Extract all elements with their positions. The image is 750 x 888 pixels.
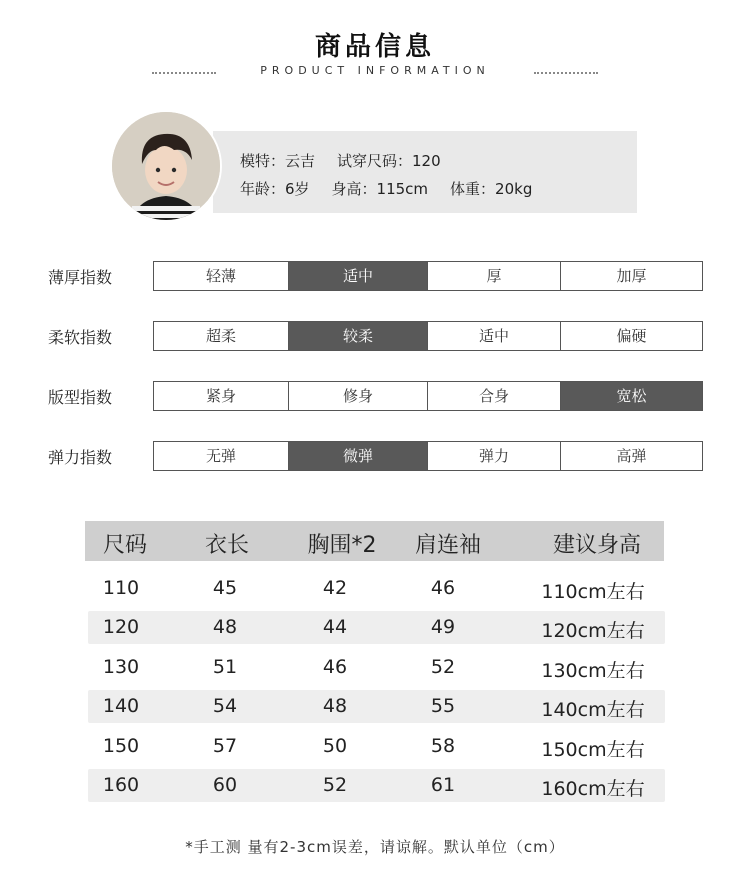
table-cell: 50 (322, 735, 348, 757)
table-row (88, 572, 665, 605)
index-option: 高弹 (616, 447, 647, 465)
index-row-softness (0, 321, 750, 351)
index-options (153, 441, 703, 471)
table-cell: 110cm左右 (541, 581, 645, 603)
table-row (88, 730, 665, 763)
table-cell: 46 (430, 577, 456, 599)
table-cell: 150 (102, 735, 140, 757)
measurement-note: *手工测 量有2-3cm误差，请谅解。默认单位（cm） (185, 838, 565, 856)
index-row-fit (0, 381, 750, 411)
table-header-cell: 肩连袖 (414, 533, 481, 558)
index-option: 厚 (428, 262, 561, 290)
table-cell: 58 (430, 735, 456, 757)
table-cell: 130cm左右 (541, 660, 645, 682)
subtitle-row (0, 64, 750, 80)
table-cell: 49 (430, 616, 456, 638)
table-cell: 60 (212, 774, 238, 796)
index-options (153, 381, 703, 411)
table-cell: 150cm左右 (541, 739, 645, 761)
index-option: 适中 (428, 322, 561, 350)
table-cell: 120 (102, 616, 140, 638)
table-row (88, 769, 665, 802)
table-header-cell: 尺码 (102, 533, 147, 558)
table-header-cell: 建议身高 (552, 533, 641, 558)
table-cell: 110 (102, 577, 140, 599)
model-line-2 (240, 178, 532, 199)
table-cell: 140cm左右 (541, 699, 645, 721)
table-cell: 48 (322, 695, 348, 717)
size-table-header (85, 521, 664, 561)
index-label: 弹力指数 (48, 448, 113, 467)
index-option: 轻薄 (154, 262, 289, 290)
model-height: 身高：115cm (331, 180, 429, 198)
model-line-1 (240, 150, 441, 171)
table-cell: 160 (102, 774, 140, 796)
index-row-elasticity (0, 441, 750, 471)
model-avatar (112, 112, 220, 220)
table-row (88, 611, 665, 644)
model-age: 年龄：6岁 (240, 180, 310, 198)
model-try-size: 试穿尺码：120 (337, 152, 441, 170)
table-header-cell: 衣长 (204, 533, 249, 558)
index-option: 合身 (428, 382, 561, 410)
table-row (88, 651, 665, 684)
index-option: 偏硬 (616, 327, 647, 345)
model-weight: 体重：20kg (450, 180, 533, 198)
page-title: 商品信息 (314, 32, 435, 62)
table-cell: 54 (212, 695, 238, 717)
table-cell: 120cm左右 (541, 620, 645, 642)
table-cell: 140 (102, 695, 140, 717)
index-option: 紧身 (154, 382, 289, 410)
index-option: 无弹 (154, 442, 289, 470)
index-option: 加厚 (616, 267, 647, 285)
table-cell: 52 (322, 774, 348, 796)
child-portrait-icon (112, 112, 220, 220)
index-label: 版型指数 (48, 388, 113, 407)
table-cell: 55 (430, 695, 456, 717)
table-cell: 48 (212, 616, 238, 638)
index-option-selected: 宽松 (561, 382, 702, 410)
model-name: 模特：云吉 (240, 152, 316, 170)
index-options (153, 261, 703, 291)
index-row-thickness (0, 261, 750, 291)
table-cell: 57 (212, 735, 238, 757)
table-cell: 160cm左右 (541, 778, 645, 800)
index-option-selected: 适中 (289, 262, 428, 290)
table-header-cell: 胸围*2 (307, 533, 377, 558)
page-subtitle: PRODUCT INFORMATION (260, 64, 490, 77)
index-option: 修身 (289, 382, 428, 410)
index-option: 超柔 (154, 322, 289, 350)
table-cell: 61 (430, 774, 456, 796)
index-label: 柔软指数 (48, 328, 113, 347)
table-cell: 52 (430, 656, 456, 678)
index-option-selected: 较柔 (289, 322, 428, 350)
model-info-card (213, 131, 637, 213)
table-cell: 51 (212, 656, 238, 678)
table-cell: 45 (212, 577, 238, 599)
dotted-divider-right (534, 72, 598, 74)
index-label: 薄厚指数 (48, 268, 113, 287)
index-option: 弹力 (428, 442, 561, 470)
table-cell: 130 (102, 656, 140, 678)
table-row (88, 690, 665, 723)
index-option-selected: 微弹 (289, 442, 428, 470)
table-cell: 46 (322, 656, 348, 678)
table-cell: 44 (322, 616, 348, 638)
index-options (153, 321, 703, 351)
table-cell: 42 (322, 577, 348, 599)
